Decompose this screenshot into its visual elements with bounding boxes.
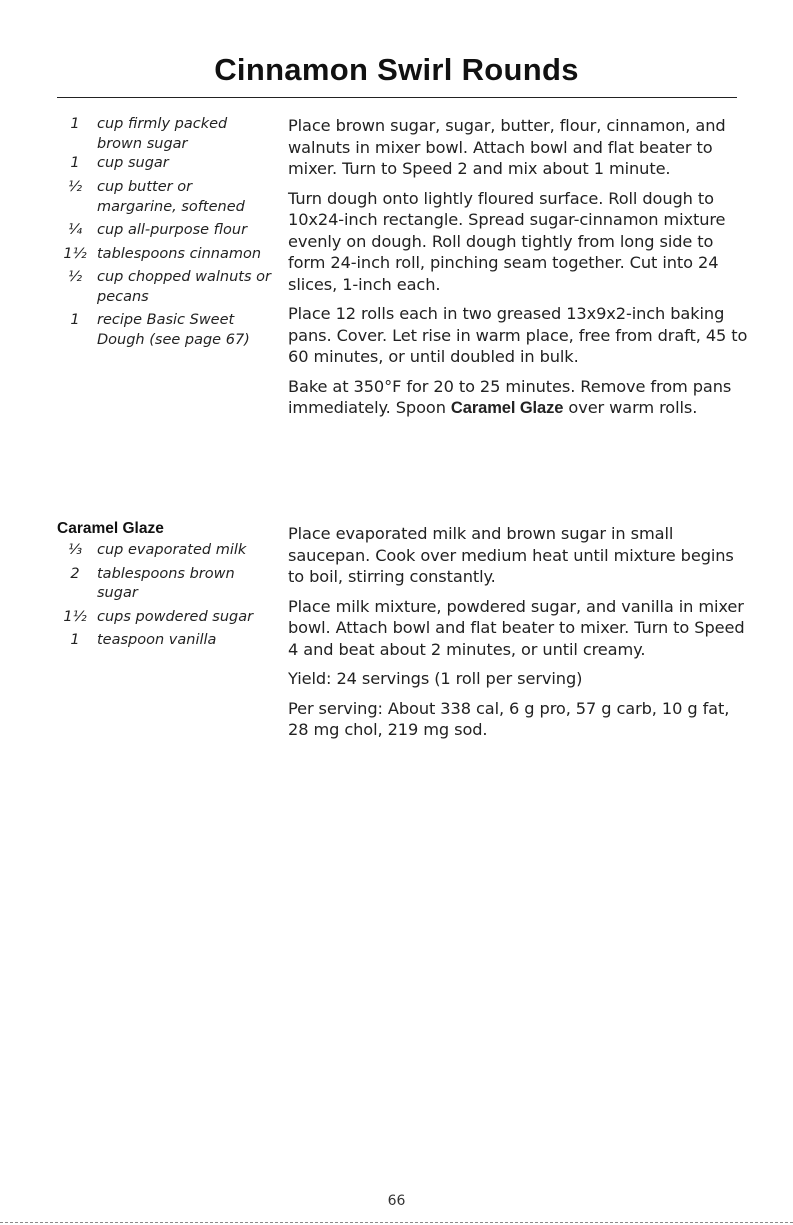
ingredient-qty: 1 — [70, 312, 80, 328]
instruction-step — [288, 376, 748, 420]
ingredient-text: cup butter or margarine, softened — [97, 179, 245, 215]
glaze-heading: Caramel Glaze — [57, 520, 164, 537]
bottom-divider — [0, 1222, 793, 1223]
ingredient-qty: 2 — [70, 565, 80, 582]
ingredient-item — [57, 178, 272, 217]
ingredient-item — [57, 608, 272, 628]
ingredient-list — [57, 115, 272, 350]
bake-step-text: Bake at 350°F for 20 to 25 minutes. Remove from pans immediately. Spoon — [288, 376, 732, 417]
ingredient-qty: ½ — [67, 269, 83, 285]
ingredient-qty: ⅓ — [67, 542, 83, 558]
ingredient-text: recipe Basic Sweet Dough (see page 67) — [97, 312, 250, 348]
instruction-step: Place 12 rolls each in two greased 13x9x2-inch baking pans. Cover. Let rise in warm place, free from draft, 45 to 60 minutes, or until doubled in bulk. — [288, 304, 748, 366]
ingredient-item — [57, 154, 272, 174]
ingredient-qty: ½ — [67, 179, 83, 195]
ingredient-qty: 1½ — [63, 245, 87, 262]
ingredient-text: cup all-purpose flour — [97, 222, 248, 238]
ingredient-item — [57, 268, 272, 307]
ingredient-text: cup evaporated milk — [97, 542, 247, 558]
nutrition-text: Per serving: About 338 cal, 6 g pro, 57 g carb, 10 g fat, 28 mg chol, 219 mg sod. — [288, 698, 730, 739]
ingredient-qty: 1 — [70, 632, 80, 648]
instruction-step: Turn dough onto lightly floured surface. Roll dough to 10x24-inch rectangle. Spread sugar-cinnamon mixture evenly on dough. Roll dough tightly from long side to form 24-inch roll, pinching seam together. Cut into 24 slices, 1-inch each. — [288, 188, 726, 294]
ingredient-text: cups powdered sugar — [97, 608, 254, 625]
ingredient-item — [57, 541, 272, 561]
instruction-step: Place brown sugar, sugar, butter, flour, cinnamon, and walnuts in mixer bowl. Attach bowl and flat beater to mixer. Turn to Speed 2 and mix about 1 minute. — [288, 116, 726, 178]
ingredient-item — [57, 631, 272, 651]
ingredient-qty: 1½ — [63, 608, 87, 625]
ingredient-text: tablespoons cinnamon — [97, 245, 262, 262]
ingredient-item — [57, 221, 272, 241]
ingredient-item — [57, 565, 272, 604]
ingredient-text: cup firmly packed brown sugar — [97, 116, 228, 152]
page-number: 66 — [387, 1193, 406, 1209]
glaze-ingredient-list — [57, 541, 272, 651]
instruction-step: Place evaporated milk and brown sugar in small saucepan. Cook over medium heat until mixture begins to boil, stirring constantly. — [288, 524, 734, 586]
page-title: Cinnamon Swirl Rounds — [214, 52, 579, 87]
yield-text: Yield: 24 servings (1 roll per serving) — [288, 669, 583, 688]
ingredient-text: teaspoon vanilla — [97, 632, 217, 648]
ingredient-qty: 1 — [70, 116, 80, 132]
ingredient-text: tablespoons brown sugar — [97, 565, 235, 601]
title-divider — [57, 97, 737, 98]
glaze-reference: Caramel Glaze — [450, 399, 564, 417]
ingredient-item — [57, 245, 272, 265]
ingredient-text: cup sugar — [97, 155, 169, 171]
glaze-instructions — [288, 523, 748, 749]
ingredient-text: cup chopped walnuts or pecans — [97, 269, 271, 305]
ingredient-qty: ¼ — [67, 222, 83, 238]
bake-step-text-end: over warm rolls. — [563, 398, 698, 417]
instruction-step: Place milk mixture, powdered sugar, and vanilla in mixer bowl. Attach bowl and flat beater to mixer. Turn to Speed 4 and beat about 2 minutes, or until creamy. — [288, 596, 745, 659]
ingredient-qty: 1 — [70, 155, 80, 171]
instructions — [288, 115, 748, 428]
ingredient-item — [57, 311, 272, 350]
ingredient-item — [57, 115, 272, 152]
